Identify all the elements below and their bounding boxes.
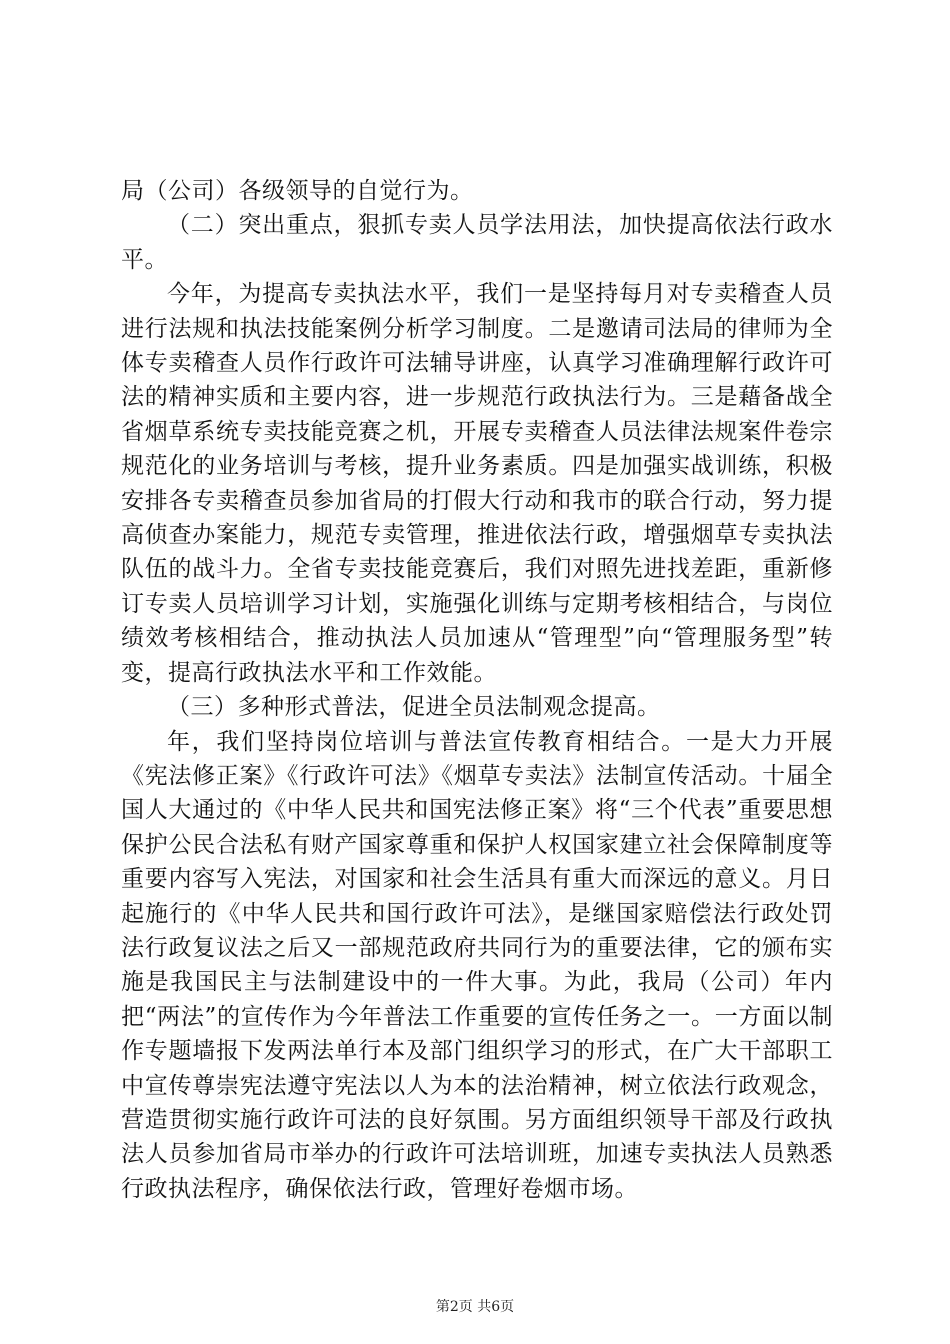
page-footer	[0, 1298, 950, 1316]
document-body	[121, 174, 833, 1206]
section-heading-3: （三）多种形式普法，促进全员法制观念提高。	[167, 694, 661, 721]
paragraph-training: 今年，为提高专卖执法水平，我们一是坚持每月对专卖稽查人员进行法规和执法技能案例分析学习制度。二是邀请司法局的律师为全体专卖稽查人员作行政许可法辅导讲座，认真学习准确理解行政许可法的精神实质和主要内容，进一步规范行政执法行为。三是藉备战全省烟草系统专卖技能竞赛之机，开展专卖稽查人员法律法规案件卷宗规范化的业务培训与考核，提升业务素质。四是加强实战训练，积极安排各专卖稽查员参加省局的打假大行动和我市的联合行动，努力提高侦查办案能力，规范专卖管理，推进依法行政，增强烟草专卖执法队伍的战斗力。全省专卖技能竞赛后，我们对照先进找差距，重新修订专卖人员培训学习计划，实施强化训练与定期考核相结合，与岗位绩效考核相结合，推动执法人员加速从“管理型”向“管理服务型”转变，提高行政执法水平和工作效能。	[121, 281, 833, 686]
page-number: 第2页 共6页	[435, 1299, 515, 1315]
paragraph-legal-education: 年，我们坚持岗位培训与普法宣传教育相结合。一是大力开展《宪法修正案》《行政许可法》《烟草专卖法》法制宣传活动。十届全国人大通过的《中华人民共和国宪法修正案》将“三个代表”重要思想保护公民合法私有财产国家尊重和保护人权国家建立社会保障制度等重要内容写入宪法，对国家和社会生活具有重大而深远的意义。月日起施行的《中华人民共和国行政许可法》，是继国家赔偿法行政处罚法行政复议法之后又一部规范政府共同行为的重要法律，它的颁布实施是我国民主与法制建设中的一件大事。为此，我局（公司）年内把“两法”的宣传作为今年普法工作重要的宣传任务之一。一方面以制作专题墙报下发两法单行本及部门组织学习的形式，在广大干部职工中宣传尊崇宪法遵守宪法以人为本的法治精神，树立依法行政观念，营造贯彻实施行政许可法的良好氛围。另方面组织领导干部及行政执法人员参加省局市举办的行政许可法培训班，加速专卖执法人员熟悉行政执法程序，确保依法行政，管理好卷烟市场。	[121, 728, 833, 1202]
section-heading-2: （二）突出重点，狠抓专卖人员学法用法，加快提高依法行政水平。	[121, 212, 833, 273]
paragraph-continuation: 局（公司）各级领导的自觉行为。	[121, 178, 474, 204]
